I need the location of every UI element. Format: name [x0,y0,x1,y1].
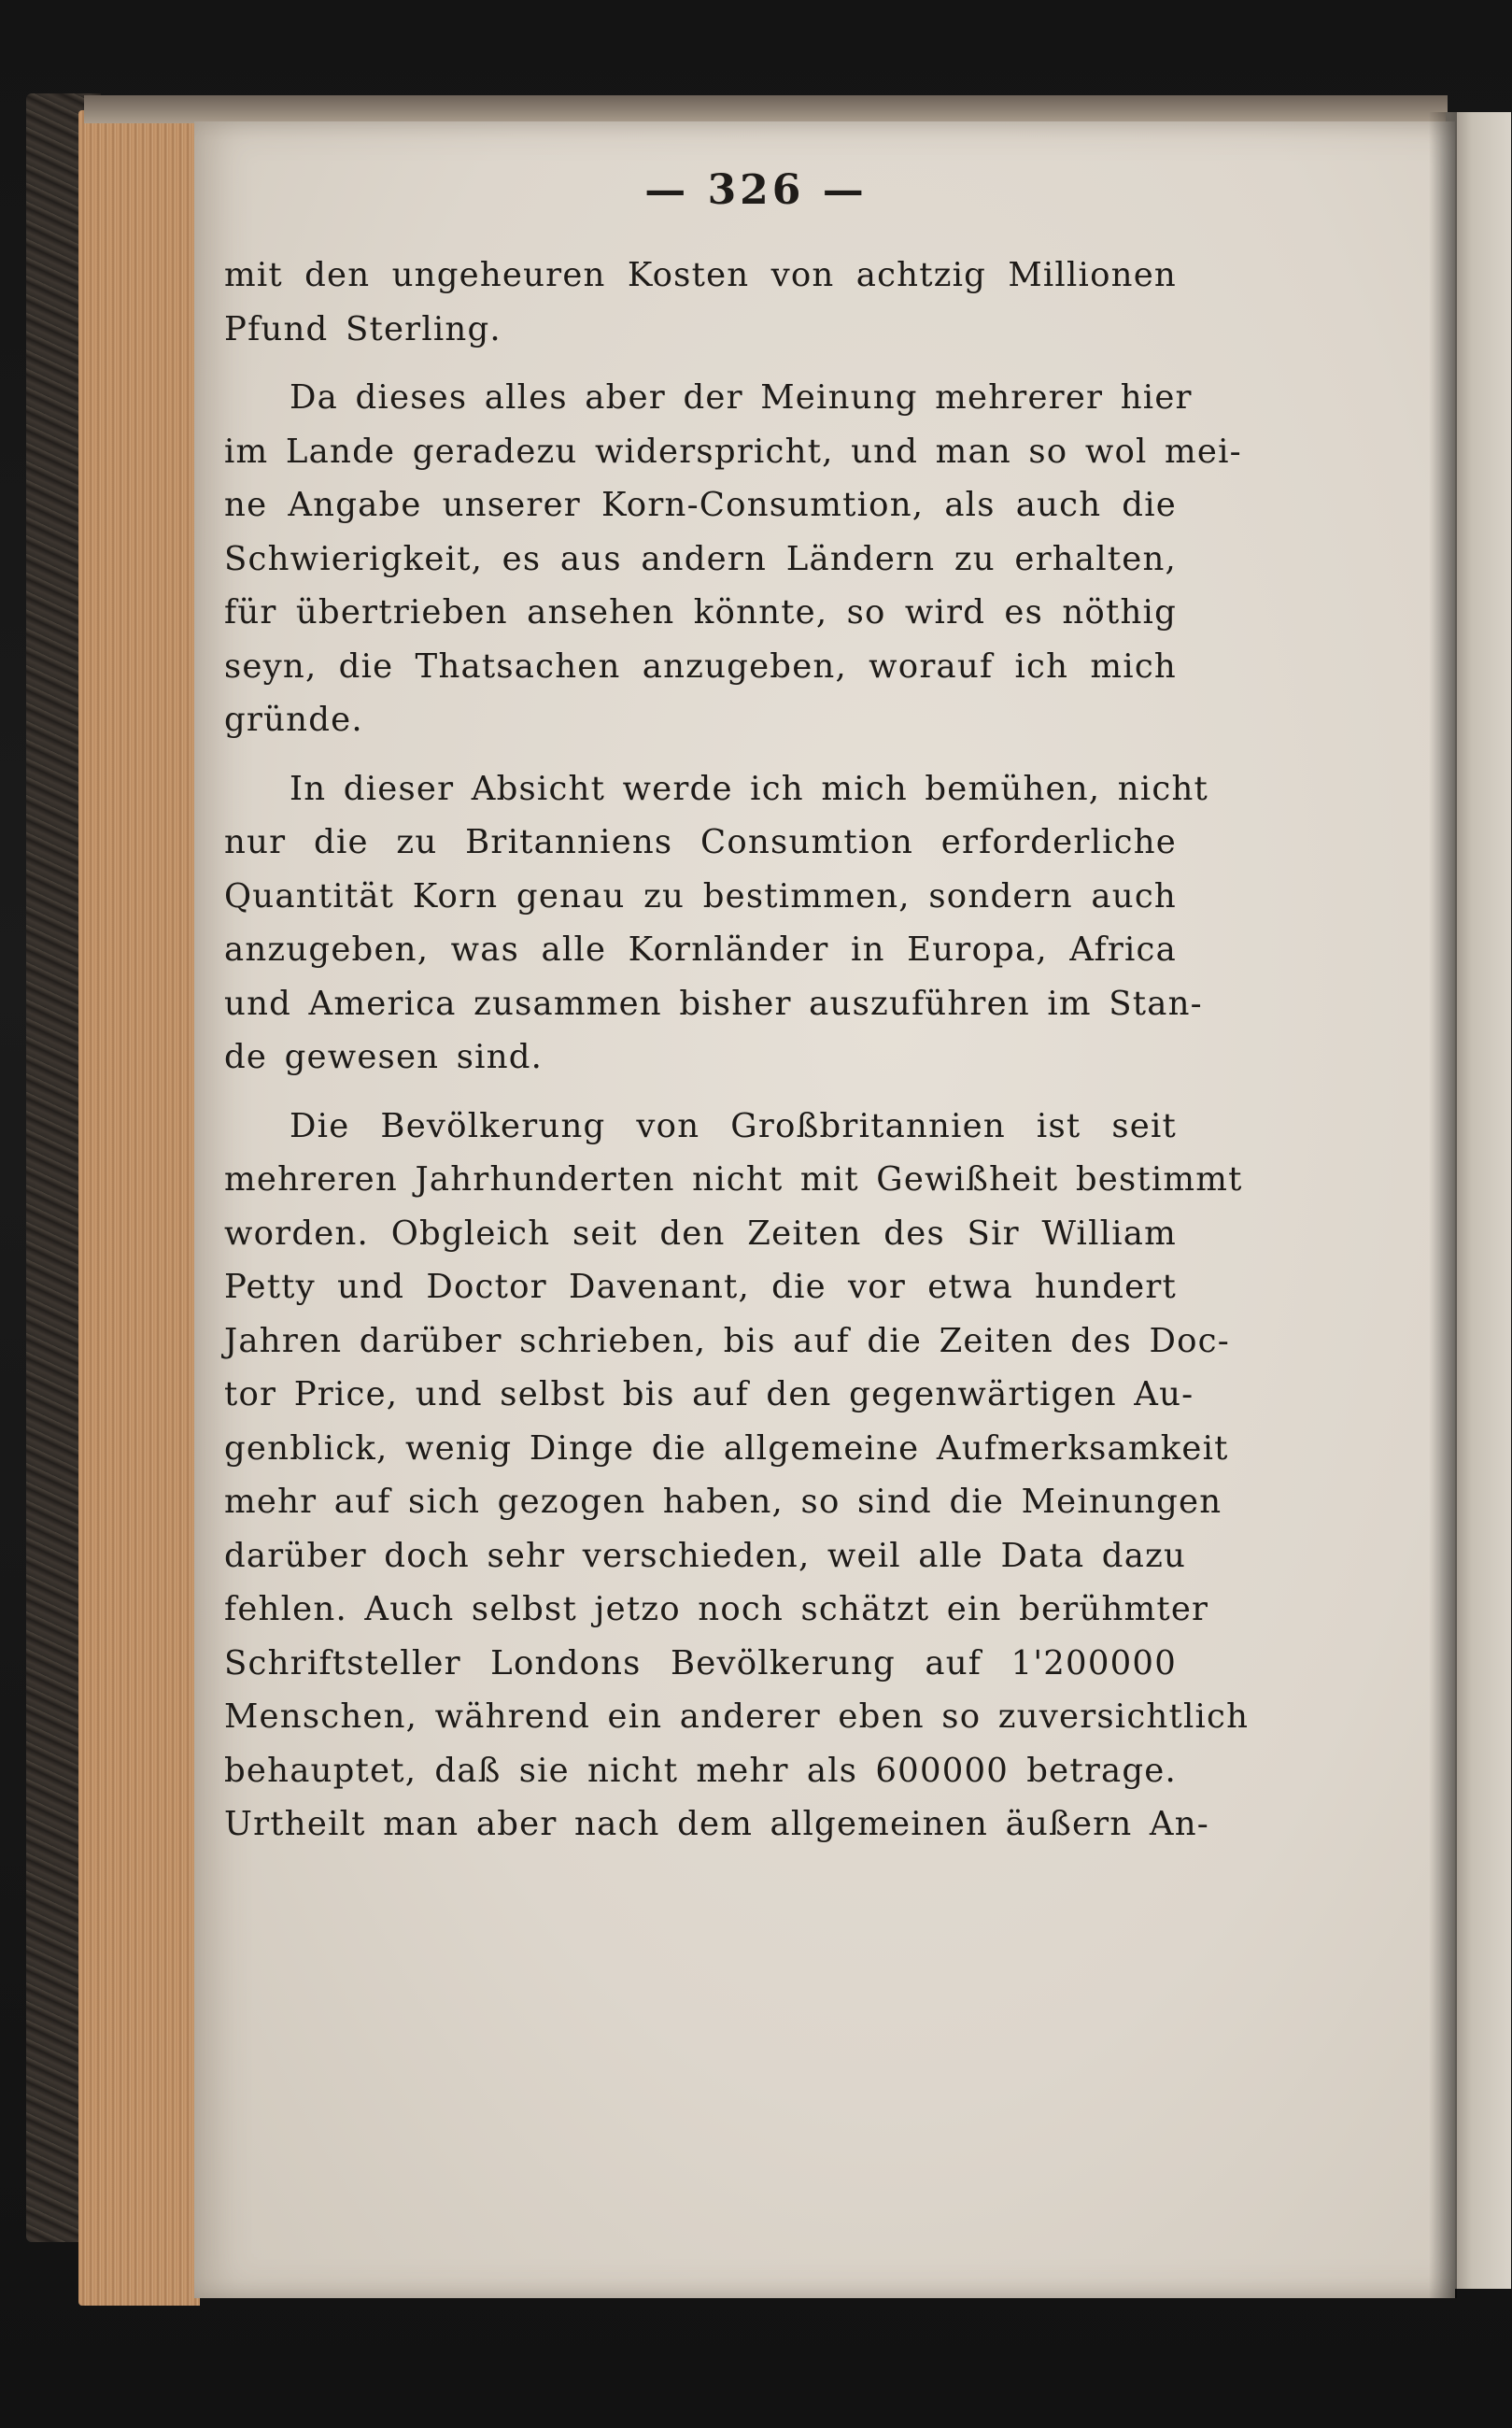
text-line: de gewesen sind. [224,1038,544,1076]
text-line: behauptet, daß sie nicht mehr als 600000 betrage. [224,1751,1177,1790]
text-line: Menschen, während ein anderer eben so zuversichtlich [224,1697,1250,1736]
text-line: fehlen. Auch selbst jetzo noch schätzt ein berühmter [224,1590,1209,1628]
text-line: anzugeben, was alle Kornländer in Europa, Africa [224,930,1177,969]
page-text [224,248,1250,1852]
text-line: Schwierigkeit, es aus andern Ländern zu erhalten, [224,539,1177,578]
text-line: nur die zu Britanniens Consumtion erforderliche [224,823,1177,861]
text-line: im Lande geradezu widerspricht, und man so wol mei- [224,432,1242,471]
page-number: — 326 — [644,166,868,214]
gutter-shadow [1429,112,1457,2298]
text-line: Die Bevölkerung von Großbritannien ist seit [290,1106,1177,1145]
page-edges-top [84,95,1448,123]
text-line: tor Price, und selbst bis auf den gegenwärtigen Au- [224,1375,1194,1413]
text-line: ne Angabe unserer Korn-Consumtion, als auch die [224,486,1177,524]
text-line: Da dieses alles aber der Meinung mehrerer hier [290,378,1193,417]
text-line: Schriftsteller Londons Bevölkerung auf 1'200000 [224,1643,1177,1683]
text-line: mehr auf sich gezogen haben, so sind die Meinungen [224,1483,1222,1521]
text-line: Quantität Korn genau zu bestimmen, sondern auch [224,876,1177,916]
text-line: seyn, die Thatsachen anzugeben, worauf ich mich [224,646,1177,686]
text-line: Petty und Doctor Davenant, die vor etwa hundert [224,1268,1177,1306]
text-line: Jahren darüber schrieben, bis auf die Zeiten des Doc- [224,1321,1230,1360]
text-line: gründe. [224,701,363,739]
text-line: und America zusammen bisher auszuführen im Stan- [224,984,1203,1023]
text-line: darüber doch sehr verschieden, weil alle Data dazu [224,1536,1187,1575]
text-line: genblick, wenig Dinge die allgemeine Aufmerksamkeit [224,1428,1229,1468]
text-line: worden. Obgleich seit den Zeiten des Sir William [224,1214,1177,1253]
page-edges [78,110,200,2306]
text-line: mit den ungeheuren Kosten von achtzig Millionen [224,256,1177,294]
text-line: Urtheilt man aber nach dem allgemeinen äußern An- [224,1805,1209,1843]
text-line: mehreren Jahrhunderten nicht mit Gewißheit bestimmt [224,1160,1243,1199]
text-line: Pfund Sterling. [224,309,502,348]
text-line: In dieser Absicht werde ich mich bemühen, nicht [290,769,1208,808]
text-line: für übertrieben ansehen könnte, so wird es nöthig [224,593,1177,632]
